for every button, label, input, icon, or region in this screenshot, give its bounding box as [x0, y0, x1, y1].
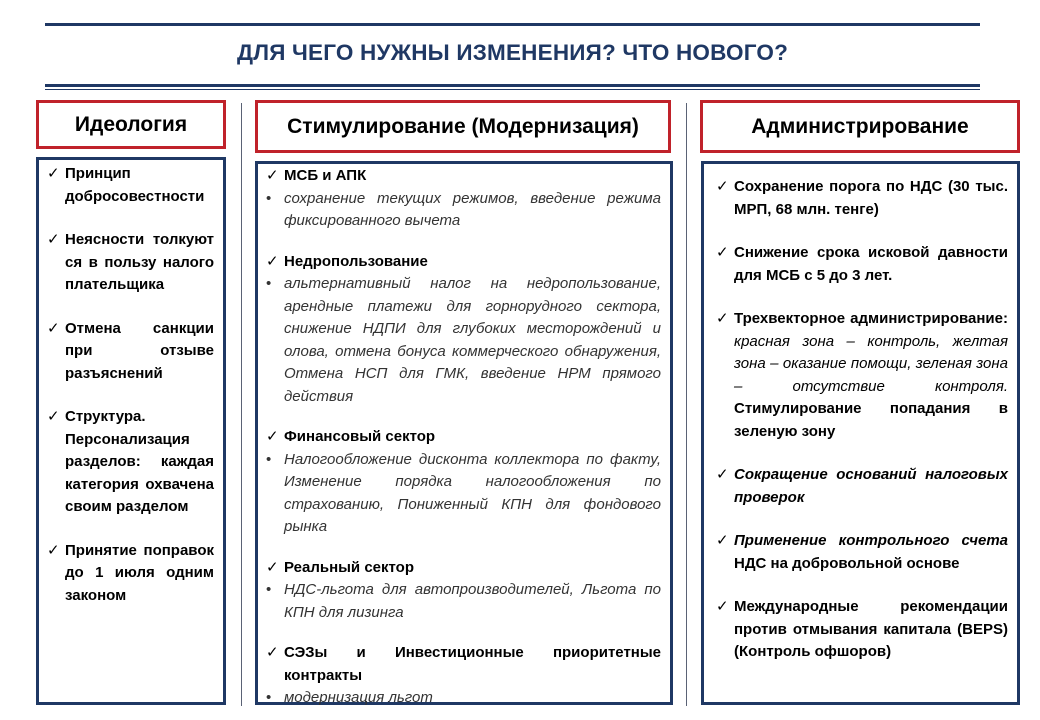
bullet-icon: •: [266, 581, 272, 598]
check-icon: ✓: [716, 178, 729, 195]
section-title: ✓ Финансовый сектор: [266, 426, 661, 449]
administration-panel: [701, 161, 1020, 705]
bullet-icon: •: [266, 450, 272, 468]
bullet-icon: •: [266, 275, 272, 292]
check-icon: ✓: [716, 466, 729, 483]
check-icon: ✓: [266, 644, 279, 661]
section-title: ✓ СЭЗы и Инвестиционные приоритетные контракты: [266, 642, 661, 687]
check-icon: ✓: [47, 541, 60, 559]
section-title: ✓ Реальный сектор: [266, 557, 661, 580]
list-item: ✓ Отмена санкции при отзыве разъяснений: [47, 318, 214, 386]
list-item: ✓ Трехвекторное администрирование: красная зона – контроль, желтая зона – оказание помощи, зеленая зона – отсутствие контроля. Стимулирование попадания в зеленую зону: [716, 308, 1008, 443]
title-underline-thin: [45, 89, 980, 90]
page-title: ДЛЯ ЧЕГО НУЖНЫ ИЗМЕНЕНИЯ? ЧТО НОВОГО?: [236, 40, 789, 65]
list-item: ✓ Неясности толкуются в пользу налогоплательщика: [47, 229, 214, 297]
list-item: ✓ Снижение срока исковой давности для МСБ с 5 до 3 лет.: [716, 242, 1008, 287]
bullet-icon: •: [266, 689, 272, 706]
check-icon: ✓: [266, 167, 279, 184]
check-icon: ✓: [47, 319, 60, 337]
ideology-header: Идеология: [36, 100, 226, 149]
stimulation-panel: [255, 161, 673, 705]
section-text: • альтернативный налог на недропользование, арендные платежи для горнорудного сектора, снижение НДПИ для глубоких месторождений и олова, отмена бонуса коммерческого обнаружения, Отмена НСП для ГМК, введение НРМ прямого действия: [266, 273, 661, 408]
bullet-icon: •: [266, 189, 272, 207]
section-title: ✓ Недропользование: [266, 251, 661, 274]
section-text: • Налогообложение дисконта коллектора по факту, Изменение порядка налогообложения по страхованию, Пониженный КПН для фондового рынка: [266, 449, 661, 539]
list-item: ✓ Сохранение порога по НДС (30 тыс. МРП, 68 млн. тенге): [716, 176, 1008, 221]
administration-header: Администрирование: [700, 100, 1020, 153]
section-text: • модернизация льгот: [266, 687, 661, 710]
list-item: ✓ Сокращение оснований налоговых проверок: [716, 464, 1008, 509]
top-rule: [45, 23, 980, 26]
check-icon: ✓: [716, 532, 729, 549]
list-item: ✓ Принцип добросовестности: [47, 163, 214, 208]
section-text: • НДС-льгота для автопроизводителей, Льгота по КПН для лизинга: [266, 579, 661, 624]
check-icon: ✓: [716, 598, 729, 615]
check-icon: ✓: [266, 558, 279, 576]
check-icon: ✓: [716, 244, 729, 261]
column-divider-right: [686, 103, 687, 706]
ideology-panel: [36, 157, 226, 705]
title-underline: [45, 84, 980, 87]
list-item: ✓ Принятие поправок до 1 июля одним законом: [47, 540, 214, 608]
section-text: • сохранение текущих режимов, введение режима фиксированного вычета: [266, 188, 661, 233]
check-icon: ✓: [266, 428, 279, 445]
list-item: ✓ Международные рекомендации против отмывания капитала (BEPS) (Контроль офшоров): [716, 596, 1008, 664]
column-divider-left: [241, 103, 242, 706]
check-icon: ✓: [266, 252, 279, 270]
stimulation-header: Стимулирование (Модернизация): [255, 100, 671, 153]
check-icon: ✓: [716, 310, 729, 327]
list-item: ✓ Применение контрольного счета НДС на добровольной основе: [716, 530, 1008, 575]
list-item: ✓ Структура. Персонализация разделов: каждая категория охвачена своим разделом: [47, 406, 214, 519]
check-icon: ✓: [47, 165, 60, 182]
check-icon: ✓: [47, 231, 60, 248]
check-icon: ✓: [47, 408, 60, 425]
section-title: ✓ МСБ и АПК: [266, 165, 661, 188]
